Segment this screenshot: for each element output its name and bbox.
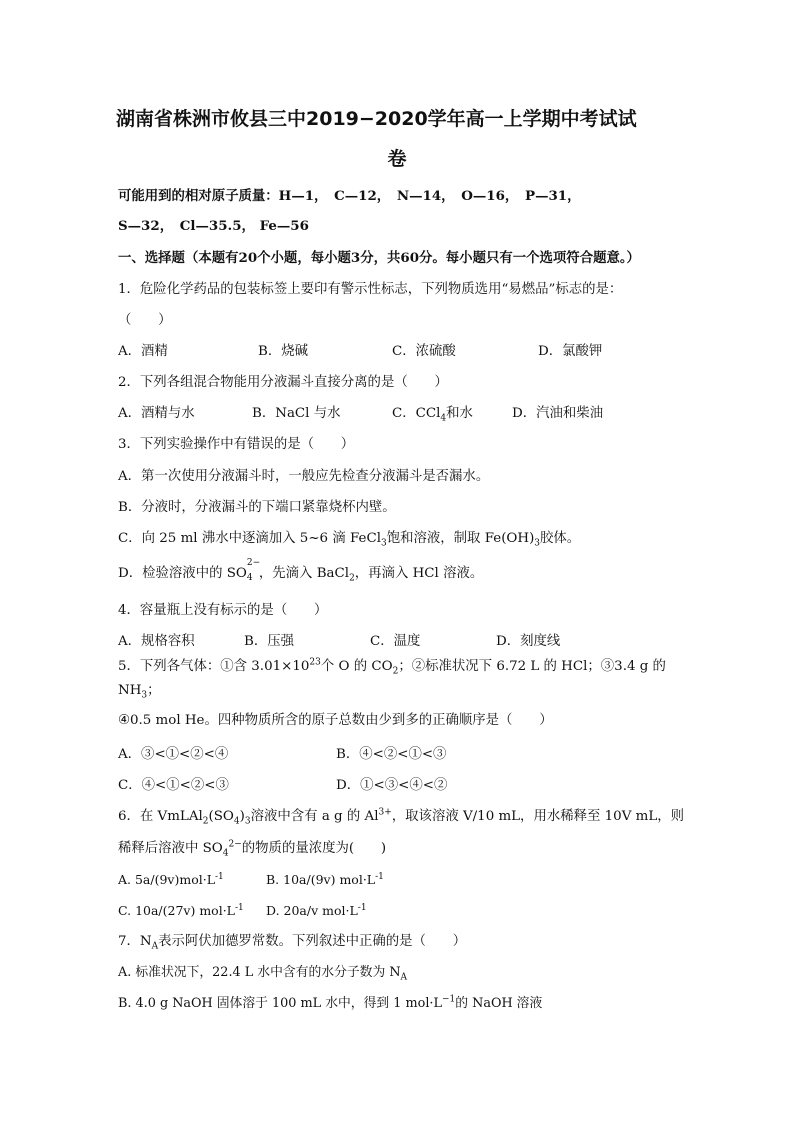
- q5-option-b: B．④<②<①<③: [336, 747, 447, 762]
- q6-option-a: A. $5a/(9v)mol\cdot L^{-1}$: [118, 871, 224, 887]
- q1-option-a: A．酒精: [118, 344, 168, 359]
- exam-title-line1: 湖南省株洲市攸县三中2019−2020学年高一上学期中考试试: [116, 108, 637, 130]
- q3-option-b: B．分液时，分液漏斗的下端口紧靠烧杯内壁。: [118, 500, 396, 515]
- q6-option-b: B. 10a/(9v) $mol\cdot L^{-1}$: [266, 871, 384, 887]
- q7-stem: 7．$N_A$表示阿伏加德罗常数。下列叙述中正确的是（ ）: [118, 934, 467, 952]
- q6-option-d: D. 20a/v $mol\cdot L^{-1}$: [266, 902, 367, 918]
- q4-option-a: A．规格容积: [118, 634, 195, 649]
- q2-stem: 2．下列各组混合物能用分液漏斗直接分离的是（ ）: [118, 375, 448, 390]
- q4-stem: 4．容量瓶上没有标示的是（ ）: [118, 603, 328, 618]
- atomic-mass-line2: S—32， Cl—35.5， Fe—56: [118, 218, 309, 234]
- q7-option-a: A. 标准状况下，22.4 L 水中含有的水分子数为 $N_A$: [118, 965, 408, 983]
- q6-stem-line1: 6．在 $VmLAl_2(SO_4)_3$溶液中含有 a g 的 $Al^{3+}$，取该溶液 V/10 mL，用水稀释至 10V mL，则: [118, 807, 684, 827]
- q2-option-d: D．汽油和柴油: [512, 406, 604, 421]
- q1-option-c: C．浓硫酸: [392, 344, 456, 359]
- q1-option-d: D．氯酸钾: [538, 344, 603, 359]
- q7-option-b: B. 4.0 g NaOH 固体溶于 100 mL 水中，得到 1 $mol\cdot L^{-1}$的 NaOH 溶液: [118, 994, 543, 1011]
- q6-option-c: C. 10a/(27v) $mol\cdot L^{-1}$: [118, 902, 244, 918]
- q5-option-c: C．④<①<②<③: [118, 778, 229, 793]
- q5-stem-line3: ④0.5 mol He。四种物质所含的原子总数由少到多的正确顺序是（ ）: [118, 713, 553, 728]
- q2-option-a: A．酒精与水: [118, 406, 195, 421]
- q2-option-b: B．NaCl 与水: [252, 406, 341, 421]
- q4-option-c: C．温度: [370, 634, 421, 649]
- q4-option-b: B．压强: [244, 634, 295, 649]
- q3-option-a: A．第一次使用分液漏斗时，一般应先检查分液漏斗是否漏水。: [118, 469, 490, 484]
- atomic-mass-line1: 可能用到的相对原子质量：H—1， C—12， N—14， O—16， P—31，: [118, 188, 581, 204]
- q6-stem-line2: 稀释后溶液中 $SO_4^{2-}$的物质的量浓度为( ): [118, 839, 387, 859]
- q1-stem: 1．危险化学药品的包装标签上要印有警示性标志，下列物质选用“易燃品”标志的是：: [118, 282, 623, 297]
- q4-option-d: D．刻度线: [496, 634, 561, 649]
- q1-blank: （ ）: [118, 313, 172, 328]
- exam-title-line2: 卷: [387, 148, 407, 170]
- q5-option-a: A．③<①<②<④: [118, 747, 229, 762]
- section1-header: 一、选择题（本题有20个小题，每小题3分，共60分。每小题只有一个选项符合题意。）: [118, 250, 640, 266]
- q3-stem: 3．下列实验操作中有错误的是（ ）: [118, 437, 355, 452]
- q5-stem-line2: $NH_3$；: [118, 683, 161, 701]
- q3-option-d: D．检验溶液中的 SO 2− 4 ，先滴入 BaCl$_2$，再滴入 HCl 溶液。: [118, 558, 484, 584]
- q3-option-c: C．向 25 ml 沸水中逐滴加入 5~6 滴 FeCl$_3$饱和溶液，制取 $Fe(OH)_3$胶体。: [118, 531, 581, 549]
- q5-option-d: D．①<③<④<②: [336, 778, 448, 793]
- q2-option-c: C．CCl$_4$和水: [392, 406, 473, 424]
- q1-option-b: B．烧碱: [258, 344, 309, 359]
- q5-stem-line1: 5．下列各气体：①含 $3.01\times 10^{23}$个 O 的 $CO_2$；②标准状况下 6.72 L 的 HCl；③3.4 g 的: [118, 657, 666, 677]
